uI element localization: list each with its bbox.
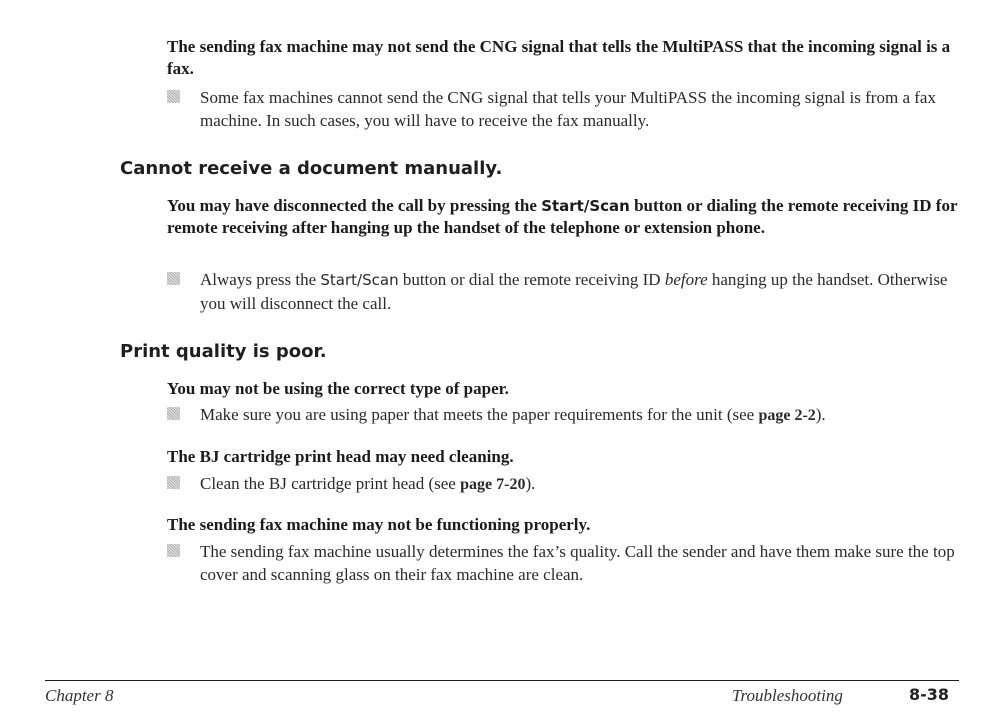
cause-text: button or dialing the remote receiving ID for remote receiving after hanging up the handset of the telephone or extension phone. bbox=[167, 196, 958, 237]
remedy-text: The sending fax machine usually determines the fax’s quality. Call the sender and have them make sure the top cover and scanning glass on their fax machine are clean. bbox=[200, 542, 955, 584]
remedy-cng-signal bbox=[167, 86, 967, 132]
cause-print-head-cleaning: The BJ cartridge print head may need cleaning. bbox=[167, 447, 514, 466]
remedy-sender-malfunction bbox=[167, 540, 967, 586]
bullet-icon bbox=[167, 544, 180, 557]
remedy-text bbox=[167, 403, 967, 427]
remedy-text-part: ). bbox=[815, 405, 826, 424]
remedy-text-part: ). bbox=[525, 474, 536, 493]
page-reference-link[interactable]: page 7-20 bbox=[460, 476, 526, 493]
remedy-text-part: hanging up the handset. Otherwise you will disconnect the call. bbox=[200, 270, 948, 313]
remedy-text-part: button or dial the remote receiving ID bbox=[398, 270, 665, 289]
remedy-disconnected-call bbox=[167, 268, 967, 315]
cause-sender-malfunction: The sending fax machine may not be functioning properly. bbox=[167, 515, 591, 534]
heading-print-quality-poor: Print quality is poor. bbox=[120, 341, 327, 362]
cause-cng-signal: The sending fax machine may not send the CNG signal that tells the MultiPASS that the incoming signal is a fax. bbox=[167, 37, 951, 78]
bullet-icon bbox=[167, 90, 180, 103]
remedy-text-part: Make sure you are using paper that meets the paper requirements for the unit (see bbox=[200, 405, 759, 424]
start-scan-keyword: Start/Scan bbox=[541, 197, 630, 215]
cause-text: You may have disconnected the call by pressing the bbox=[167, 196, 542, 215]
start-scan-keyword: Start/Scan bbox=[320, 271, 399, 289]
remedy-text: Some fax machines cannot send the CNG signal that tells your MultiPASS the incoming signal is from a fax machine. In such cases, you will have to receive the fax manually. bbox=[200, 88, 936, 130]
remedy-print-head-cleaning bbox=[167, 472, 967, 496]
remedy-text-part: Always press the bbox=[200, 270, 321, 289]
footer-page-number: 8-38 bbox=[909, 685, 950, 704]
remedy-text-part: Clean the BJ cartridge print head (see bbox=[200, 474, 461, 493]
footer-section-title: Troubleshooting bbox=[732, 686, 843, 705]
cause-disconnected-call bbox=[167, 195, 967, 239]
bullet-icon bbox=[167, 407, 180, 420]
page-reference-link[interactable]: page 2-2 bbox=[758, 407, 816, 424]
footer-chapter: Chapter 8 bbox=[45, 686, 114, 705]
footer-divider bbox=[45, 680, 959, 681]
remedy-text bbox=[167, 268, 967, 315]
remedy-text bbox=[167, 472, 967, 496]
bullet-icon bbox=[167, 476, 180, 489]
heading-cannot-receive-manually: Cannot receive a document manually. bbox=[120, 158, 503, 179]
remedy-wrong-paper bbox=[167, 403, 967, 427]
cause-wrong-paper: You may not be using the correct type of paper. bbox=[167, 379, 509, 398]
emphasis-before: before bbox=[664, 270, 708, 289]
bullet-icon bbox=[167, 272, 180, 285]
